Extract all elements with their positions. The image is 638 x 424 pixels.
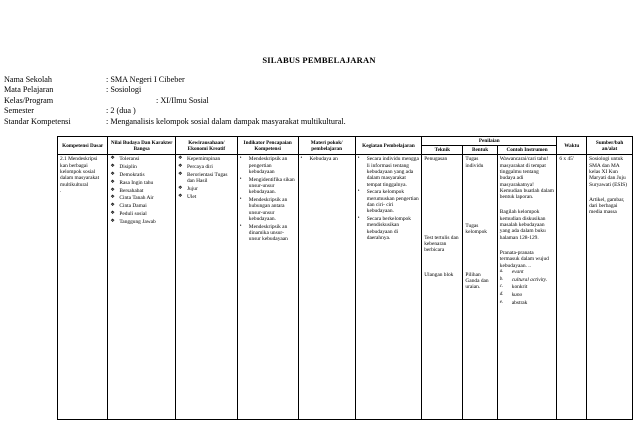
meta-key: Semester: [4, 106, 35, 116]
list-item: [240, 224, 296, 243]
list-item-text: Secara individu mengga li informasi tentang kebudayaan yang ada dalam masyarakat tempat tinggalnya.: [366, 156, 419, 188]
list-item: [110, 188, 173, 194]
header-kewirausahaan: Kewirausahaan/ Ekonomi Kreatif: [175, 137, 237, 155]
table-row: [58, 155, 633, 420]
list-item: [240, 197, 296, 222]
list-item: [178, 186, 235, 192]
contoh-item: Bagilah kelompok kemudian diskusikan masalah kebudayaan yang ada dalam buku halaman 128-129.: [499, 209, 546, 241]
bullet-icon: •: [357, 156, 360, 162]
cell-kompetensi-dasar: [58, 155, 108, 420]
checkbox-bullet-icon: ❖: [110, 179, 115, 185]
checkbox-bullet-icon: ❖: [110, 172, 115, 177]
list-item-text: Demokratis: [119, 172, 145, 178]
list-item: [301, 156, 353, 162]
silabus-table: [57, 136, 633, 420]
checkbox-bullet-icon: ❖: [110, 195, 115, 201]
checkbox-bullet-icon: ❖: [110, 210, 115, 216]
list-item: [110, 219, 173, 225]
option-text: konkrit: [511, 284, 528, 291]
list-item: [240, 156, 296, 175]
option-mark: b.: [499, 276, 504, 282]
option-text: cultural activity.: [511, 276, 548, 283]
bentuk-item: Pilihan Ganda dan uraian.: [465, 271, 489, 291]
list-item-text: Toleransi: [119, 156, 140, 163]
list-item-text: Peduli sosial: [119, 210, 147, 217]
cell-kewirausahaan: [175, 155, 237, 420]
document-title: SILABUS PEMBELAJARAN: [262, 55, 376, 65]
checkbox-bullet-icon: ❖: [177, 186, 183, 192]
list-item-text: Mendeskripsik an hubungan antara unsur-unsur kebudayaan.: [248, 197, 288, 223]
header-sumber: Sumber/bah an/alat: [587, 137, 633, 155]
list-item: [358, 156, 419, 187]
meta-mata-pelajaran: [4, 85, 346, 95]
list-item-text: Secara berkelompok mendiskusikan kebudayaan di daerahnya.: [366, 216, 411, 241]
teknik-item: Ulangan blok: [424, 271, 454, 278]
list-item-text: Rasa Ingin tahu: [119, 179, 154, 186]
option-item: [500, 292, 555, 298]
meta-value: : XI/Ilmu Sosial: [156, 95, 209, 105]
checkbox-bullet-icon: ❖: [177, 193, 183, 199]
waktu-text: 6 x 45': [559, 156, 574, 163]
checkbox-bullet-icon: ❖: [177, 156, 183, 162]
option-text: abstrak: [511, 300, 528, 307]
bentuk-item: Tugas kelompok: [465, 223, 487, 236]
meta-standar-kompetensi: [4, 117, 346, 127]
list-item-text: Mendeskripsik an pengertian kebudayaan: [248, 156, 288, 175]
cell-nilai-budaya: [108, 155, 176, 420]
cell-bentuk: [463, 155, 497, 420]
list-item-text: Cinta Tanah Air: [119, 195, 154, 202]
kompetensi-dasar-tail: .: [60, 187, 62, 194]
bullet-icon: •: [357, 216, 360, 222]
option-item: [500, 300, 555, 306]
header-waktu: Waktu: [557, 137, 587, 155]
list-item-text: Secara kelompok merumuskan pengertian dan ciri- ciri kebudayaan.: [366, 189, 419, 215]
list-item: [110, 211, 173, 217]
list-item-text: Kepemimpinan: [186, 156, 221, 163]
checkbox-bullet-icon: ❖: [177, 172, 183, 177]
meta-key: Kelas/Program: [4, 95, 54, 105]
bullet-icon: •: [300, 156, 303, 162]
list-item-text: Ulet: [186, 193, 197, 200]
checkbox-bullet-icon: ❖: [110, 164, 115, 170]
list-item-text: Percaya diri: [186, 164, 213, 171]
list-item: [240, 177, 296, 196]
meta-key: Nama Sekolah: [4, 75, 52, 84]
header-bentuk: Bentuk: [463, 146, 497, 155]
list-item-text: Berorientasi Tugas dan Hasil: [186, 172, 228, 185]
teknik-item: Test tertulis dan kebenaran berbicara: [424, 234, 459, 254]
list-item-text: Bersahabat: [119, 187, 144, 194]
meta-value: : 2 (dua ): [106, 106, 136, 116]
bullet-icon: •: [239, 197, 242, 203]
header-teknik: Teknik: [422, 146, 463, 155]
cell-teknik: [422, 155, 463, 420]
list-item: [178, 172, 235, 185]
header-row: [58, 137, 633, 146]
list-item: [110, 172, 173, 178]
option-item: [500, 284, 555, 290]
list-item-text: Tanggung Jawab: [119, 218, 156, 225]
option-mark: c.: [499, 284, 504, 290]
list-item: [110, 156, 173, 162]
header-indikator: Indikator Pencapaian Kompetensi: [237, 137, 298, 155]
list-item: [110, 203, 173, 209]
meta-value: : SMA Negeri I Cibeber: [106, 75, 185, 84]
meta-semester: [4, 106, 346, 116]
header-penilaian: Penilaian: [422, 137, 557, 146]
teknik-item: Penugasan: [424, 156, 448, 163]
bentuk-item: Tugas individu: [465, 156, 484, 169]
document-meta: [4, 75, 346, 127]
header-nilai-budaya: Nilai Budaya Dan Karakter Bangsa: [108, 137, 176, 155]
cell-waktu: [557, 155, 587, 420]
list-item: [178, 156, 235, 162]
list-item-text: Cinta Damai: [119, 203, 147, 210]
list-item: [358, 189, 419, 214]
bullet-icon: •: [239, 176, 242, 182]
header-kompetensi-dasar: Kompetensi Dasar: [58, 137, 108, 155]
list-item: [110, 164, 173, 170]
checkbox-bullet-icon: ❖: [177, 164, 183, 170]
list-item-text: Mendeskripsik an dinamika unsur-unsur kebudayaan: [248, 223, 288, 243]
option-mark: a.: [499, 268, 504, 274]
list-item: [358, 216, 419, 241]
option-item: [500, 269, 555, 275]
option-text: kuno: [511, 292, 523, 299]
option-mark: e.: [499, 300, 504, 306]
contoh-item: Pranata-pranata termasuk dalam wujud kebudayaan. ..: [499, 249, 549, 269]
bullet-icon: •: [239, 223, 242, 229]
meta-key: Mata Pelajaran: [4, 85, 54, 95]
cell-materi: [298, 155, 355, 420]
checkbox-bullet-icon: ❖: [110, 203, 115, 209]
meta-kelas-program: [4, 96, 346, 106]
cell-sumber: [587, 155, 633, 420]
meta-value: : Menganalisis kelompok sosial dalam dampak masyarakat multikultural.: [106, 116, 346, 126]
list-item-text: Jujur: [186, 186, 198, 193]
meta-value: : Sosiologi: [106, 85, 142, 95]
list-item: [110, 195, 173, 201]
sumber-item: Artikel, gambar, dari berbagai media massa: [589, 196, 625, 216]
checkbox-bullet-icon: ❖: [110, 156, 115, 162]
option-mark: d.: [499, 292, 504, 298]
sumber-item: Sosiologi untuk SMA dan MA kelas XI Kun Maryati dan Juju Suryawati (ESIS): [589, 156, 628, 188]
list-item-text: Disiplin: [119, 164, 137, 171]
list-item: [178, 164, 235, 170]
option-item: [500, 277, 555, 283]
option-text: evant: [511, 268, 524, 275]
cell-contoh-instrumen: [497, 155, 557, 420]
checkbox-bullet-icon: ❖: [110, 218, 115, 224]
cell-indikator: [237, 155, 298, 420]
meta-key: Standar Kompetensi: [4, 116, 71, 126]
materi-text: Kebudaya an: [309, 156, 338, 163]
list-item: [178, 194, 235, 200]
kompetensi-dasar-text: 2.1 Mendeskripsi kan berbagai kelompok sosial dalam masyarakat multikultural: [60, 156, 100, 188]
header-contoh-instrumen: Contoh Instrumen: [497, 146, 557, 155]
contoh-item: Wawancarai/cari tahu! masyarakat di tempat tinggalmu tentang budaya adi masyarakatnya! Kemudian buatlah dalam bentuk laporan.: [499, 156, 554, 201]
list-item-text: Mengidentifika sikan unsur-unsur kebudayaan.: [248, 176, 295, 196]
list-item: [110, 180, 173, 186]
header-kegiatan: Kegiatan Pembelajaran: [355, 137, 421, 155]
checkbox-bullet-icon: ❖: [110, 187, 115, 193]
cell-kegiatan: [355, 155, 421, 420]
bullet-icon: •: [239, 156, 242, 162]
meta-nama-sekolah: [4, 75, 346, 85]
bullet-icon: •: [357, 189, 360, 195]
header-materi: Materi pokok/ pembelajaran: [298, 137, 355, 155]
